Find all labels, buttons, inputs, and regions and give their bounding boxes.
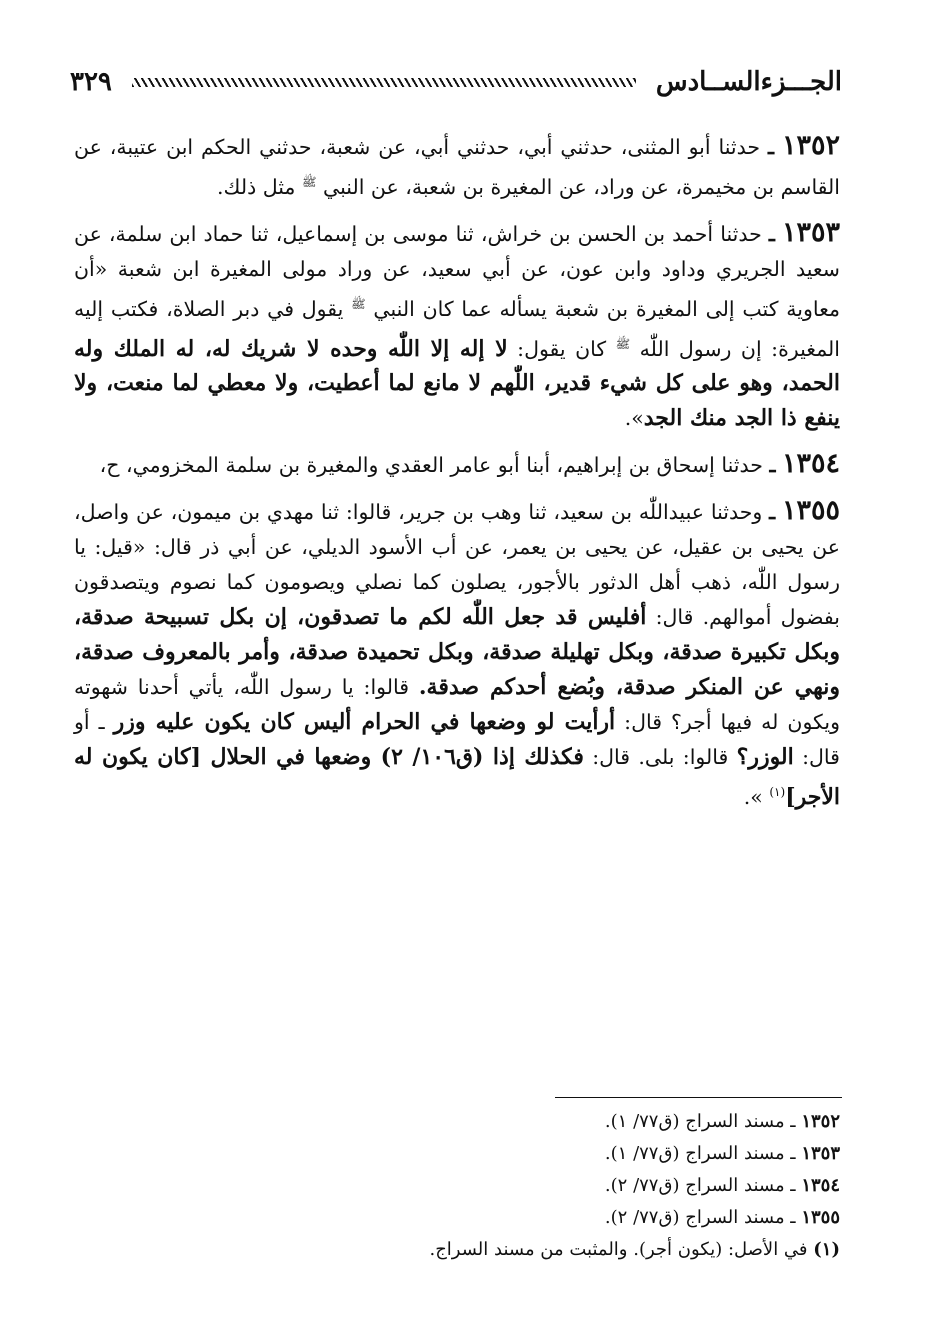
footnote-number: ١٣٥٥ <box>801 1207 840 1228</box>
page-number: ٣٢٩ <box>70 67 112 97</box>
footnote-text: في الأصل: (يكون أجر). والمثبت من مسند السراج. <box>429 1239 808 1260</box>
hadith-1352 <box>74 128 840 205</box>
hadith-text: حدثنا إسحاق بن إبراهيم، أبنا أبو عامر العقدي والمغيرة بن سلمة المخزومي، ح، <box>99 453 763 478</box>
header-decorative-rule <box>132 78 636 87</box>
quote-close: ». <box>624 406 644 431</box>
hadith-text: يقول في دبر الصلاة، فكتب إليه المغيرة: إن رسول اللّٰه <box>74 296 840 361</box>
footnote-item <box>300 1170 840 1202</box>
footnotes <box>300 1106 840 1266</box>
hadith-1353 <box>74 215 840 437</box>
salawat-glyph: ﷺ <box>301 175 317 189</box>
number-dash: ـ <box>769 500 776 525</box>
prophetic-words-bold: لا إله إلا اللّٰه وحده لا شريك له، له الملك وله الحمد، وهو على كل شيء قدير، اللّٰهم لا مانع لما أعطيت، ولا معطي لما منعت، ولا ينفع ذا الجد منك الجد <box>74 335 840 432</box>
hadith-text: أن معاوية كتب إلى المغيرة بن شعبة يسأله عما كان النبي <box>74 256 840 321</box>
quote-open: « <box>132 535 146 560</box>
footnote-separator <box>555 1097 842 1098</box>
hadith-text: حدثنا أبو المثنى، حدثني أبي، حدثني أبي، عن شعبة، حدثني الحكم ابن عتيبة، عن القاسم بن مخيمرة، عن وراد، عن المغيرة بن شعبة، عن النبي <box>74 135 840 199</box>
footnote-item <box>300 1106 840 1138</box>
hadith-number: ١٣٥٤ <box>781 448 840 480</box>
hadith-number: ١٣٥٥ <box>781 495 840 527</box>
footnote-text: ـ مسند السراج (ق٧٧/ ١). <box>604 1111 796 1132</box>
number-dash: ـ <box>768 135 775 159</box>
number-dash: ـ <box>768 221 775 246</box>
page-header <box>70 62 842 102</box>
footnote-item <box>300 1202 840 1234</box>
hadith-text: مثل ذلك. <box>217 174 296 199</box>
footnote-number: ١٣٥٣ <box>801 1143 840 1164</box>
footnote-text: ـ مسند السراج (ق٧٧/ ٢). <box>604 1175 796 1196</box>
prophetic-words-bold: فكذلك إذا (ق١٠٦/ ٢) وضعها في الحلال [كان يكون له الأجر] <box>74 744 840 811</box>
hadith-text: قالوا: بلى. قال: <box>592 745 729 770</box>
running-title: الجـــزءالســادس <box>655 67 842 97</box>
footnote-text: ـ مسند السراج (ق٧٧/ ١). <box>604 1143 796 1164</box>
hadith-number: ١٣٥٢ <box>781 130 840 161</box>
quote-close: ». <box>743 785 763 810</box>
hadith-number: ١٣٥٣ <box>781 216 840 248</box>
hadith-text: قالوا: يا رسول اللّٰه، يأتي أحدنا شهوته ويكون له فيها أجر؟ قال: <box>74 675 840 735</box>
hadith-1355 <box>74 493 840 815</box>
prophetic-words-bold: أرأيت لو وضعها في الحرام أليس كان يكون عليه وزر <box>113 709 616 736</box>
footnote-number: (١) <box>813 1239 840 1260</box>
prophetic-words-bold: الوزر؟ <box>736 744 794 771</box>
footnote-item <box>300 1138 840 1170</box>
hadith-text: قيل: يا رسول اللّٰه، ذهب أهل الدثور بالأجور، يصلون كما نصلي ويصومون كما نصوم ويتصدقون بفضول أموالهم. قال: <box>74 535 840 630</box>
footnote-reference[interactable]: (١) <box>769 785 786 800</box>
salawat-glyph: ﷺ <box>615 336 631 351</box>
hadith-text: ـ أو قال: <box>74 710 840 770</box>
footnote-number: ١٣٥٢ <box>801 1111 840 1132</box>
hadith-1354 <box>74 446 840 483</box>
salawat-glyph: ﷺ <box>351 296 366 311</box>
hadith-text: كان يقول: <box>517 336 607 361</box>
hadith-text: وحدثنا عبيداللّٰه بن سعيد، ثنا وهب بن جرير، قالوا: ثنا مهدي بن ميمون، عن واصل، عن يحيى بن عقيل، عن يحيى بن يعمر، عن أب الأسود الديلي، عن أبي ذر قال: <box>74 500 840 560</box>
footnote-text: ـ مسند السراج (ق٧٧/ ٢). <box>604 1207 796 1228</box>
prophetic-words-bold: أفليس قد جعل اللّٰه لكم ما تصدقون، إن بكل تسبيحة صدقة، وبكل تكبيرة صدقة، وبكل تهليلة صدقة، وبكل تحميدة صدقة، وأمر بالمعروف صدقة، ونهي عن المنكر صدقة، وبُضع أحدكم صدقة. <box>74 604 840 701</box>
number-dash: ـ <box>769 453 776 478</box>
hadith-text: حدثنا أحمد بن الحسن بن خراش، ثنا موسى بن إسماعيل، ثنا حماد ابن سلمة، عن سعيد الجريري وداود وابن عون، عن أبي سعيد، عن وراد مولى المغيرة ابن شعبة <box>74 221 840 281</box>
quote-open: « <box>94 256 108 281</box>
main-text <box>74 128 840 825</box>
footnote-number: ١٣٥٤ <box>801 1175 840 1196</box>
footnote-item <box>300 1234 840 1266</box>
